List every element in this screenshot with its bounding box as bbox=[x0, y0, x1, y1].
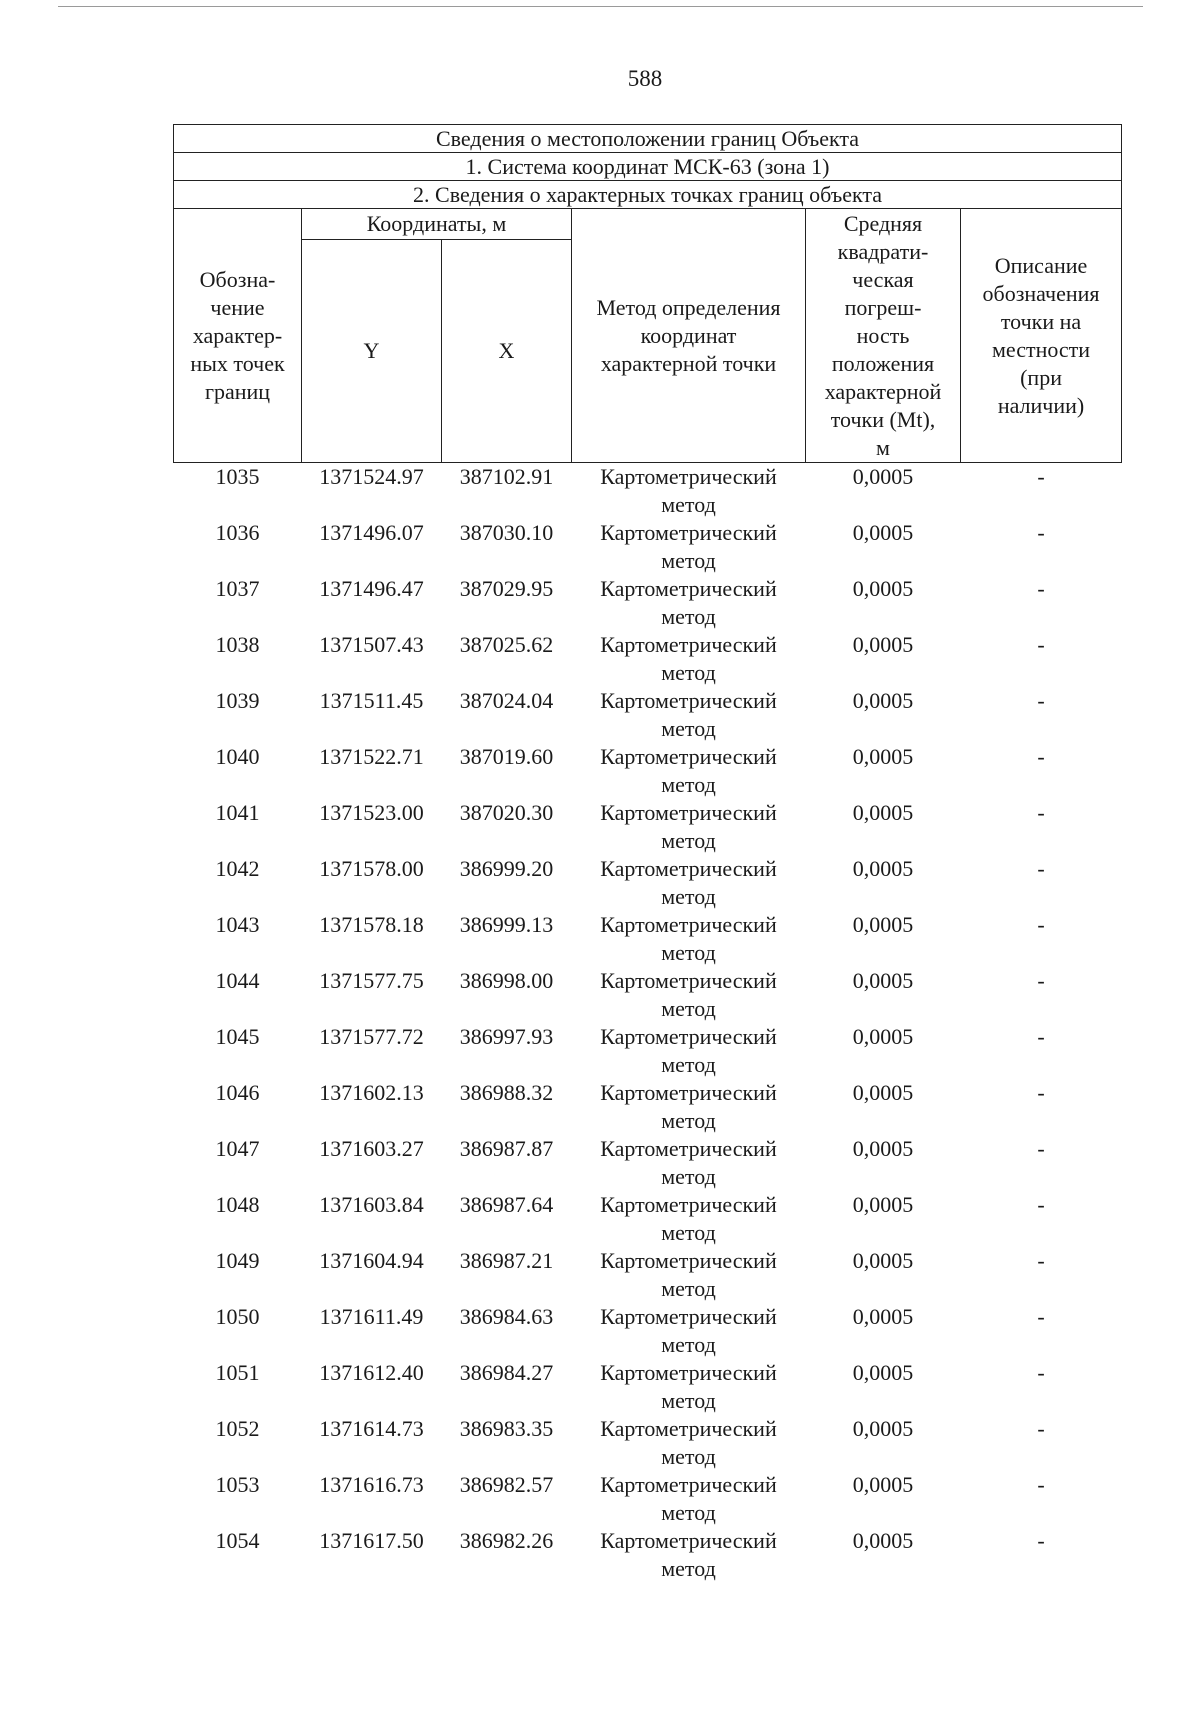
cell-description: - bbox=[1037, 464, 1045, 489]
cell-point: 1049 bbox=[215, 1248, 260, 1273]
cell-error: 0,0005 bbox=[852, 1360, 914, 1385]
table-row bbox=[174, 1079, 1122, 1135]
cell-point: 1035 bbox=[215, 464, 260, 489]
cell-method: Картометрический метод bbox=[600, 1528, 777, 1581]
cell-y: 1371511.45 bbox=[319, 688, 424, 713]
cell-method: Картометрический метод bbox=[600, 1472, 777, 1525]
cell-x: 386983.35 bbox=[459, 1416, 554, 1441]
cell-x: 387102.91 bbox=[459, 464, 554, 489]
cell-y: 1371603.27 bbox=[319, 1136, 424, 1161]
header-description: Описание обозначения точки на местности (при наличии) bbox=[961, 209, 1122, 463]
header-point-designation: Обозна- чение характер- ных точек границ bbox=[174, 209, 302, 463]
cell-y: 1371614.73 bbox=[319, 1416, 424, 1441]
cell-description: - bbox=[1037, 968, 1045, 993]
table-row bbox=[174, 463, 1122, 520]
cell-y: 1371522.71 bbox=[319, 744, 424, 769]
header-y: Y bbox=[302, 240, 442, 463]
cell-x: 386999.20 bbox=[459, 856, 554, 881]
table-row bbox=[174, 1023, 1122, 1079]
cell-x: 386987.64 bbox=[459, 1192, 554, 1217]
scan-top-edge-line bbox=[58, 6, 1143, 7]
cell-description: - bbox=[1037, 1360, 1045, 1385]
table-row bbox=[174, 911, 1122, 967]
cell-x: 386982.26 bbox=[459, 1528, 554, 1553]
table-row bbox=[174, 967, 1122, 1023]
cell-error: 0,0005 bbox=[852, 1416, 914, 1441]
cell-method: Картометрический метод bbox=[600, 632, 777, 685]
coordinate-system-heading: 1. Система координат МСК-63 (зона 1) bbox=[174, 153, 1122, 181]
cell-method: Картометрический метод bbox=[600, 800, 777, 853]
cell-error: 0,0005 bbox=[852, 520, 914, 545]
cell-x: 387019.60 bbox=[459, 744, 554, 769]
cell-y: 1371496.47 bbox=[319, 576, 424, 601]
cell-method: Картометрический метод bbox=[600, 1192, 777, 1245]
table-row bbox=[174, 743, 1122, 799]
cell-y: 1371617.50 bbox=[319, 1528, 424, 1553]
cell-error: 0,0005 bbox=[852, 744, 914, 769]
cell-y: 1371611.49 bbox=[319, 1304, 424, 1329]
cell-description: - bbox=[1037, 856, 1045, 881]
cell-y: 1371602.13 bbox=[319, 1080, 424, 1105]
cell-error: 0,0005 bbox=[852, 912, 914, 937]
cell-point: 1048 bbox=[215, 1192, 260, 1217]
cell-description: - bbox=[1037, 1416, 1045, 1441]
cell-method: Картометрический метод bbox=[600, 968, 777, 1021]
cell-method: Картометрический метод bbox=[600, 520, 777, 573]
table-header bbox=[174, 125, 1122, 463]
cell-y: 1371523.00 bbox=[319, 800, 424, 825]
table-row bbox=[174, 575, 1122, 631]
cell-y: 1371524.97 bbox=[319, 464, 424, 489]
cell-point: 1044 bbox=[215, 968, 260, 993]
page-number: 588 bbox=[627, 66, 663, 91]
cell-method: Картометрический метод bbox=[600, 1080, 777, 1133]
cell-y: 1371496.07 bbox=[319, 520, 424, 545]
cell-description: - bbox=[1037, 1248, 1045, 1273]
cell-y: 1371578.18 bbox=[319, 912, 424, 937]
cell-point: 1043 bbox=[215, 912, 260, 937]
cell-error: 0,0005 bbox=[852, 1304, 914, 1329]
cell-point: 1037 bbox=[215, 576, 260, 601]
table-body bbox=[174, 463, 1122, 1584]
cell-x: 386982.57 bbox=[459, 1472, 554, 1497]
table-row bbox=[174, 1359, 1122, 1415]
cell-x: 386999.13 bbox=[459, 912, 554, 937]
cell-description: - bbox=[1037, 1528, 1045, 1553]
table-row bbox=[174, 1471, 1122, 1527]
cell-error: 0,0005 bbox=[852, 688, 914, 713]
cell-point: 1045 bbox=[215, 1024, 260, 1049]
cell-method: Картометрический метод bbox=[600, 1248, 777, 1301]
cell-description: - bbox=[1037, 1136, 1045, 1161]
cell-point: 1041 bbox=[215, 800, 260, 825]
table-row bbox=[174, 1415, 1122, 1471]
cell-y: 1371612.40 bbox=[319, 1360, 424, 1385]
cell-error: 0,0005 bbox=[852, 464, 914, 489]
cell-x: 387024.04 bbox=[459, 688, 554, 713]
cell-error: 0,0005 bbox=[852, 800, 914, 825]
cell-x: 387030.10 bbox=[459, 520, 554, 545]
cell-y: 1371577.75 bbox=[319, 968, 424, 993]
cell-y: 1371507.43 bbox=[319, 632, 424, 657]
cell-description: - bbox=[1037, 744, 1045, 769]
cell-point: 1050 bbox=[215, 1304, 260, 1329]
table-row bbox=[174, 631, 1122, 687]
cell-method: Картометрический метод bbox=[600, 1304, 777, 1357]
cell-description: - bbox=[1037, 1080, 1045, 1105]
cell-error: 0,0005 bbox=[852, 1080, 914, 1105]
cell-error: 0,0005 bbox=[852, 856, 914, 881]
table-row bbox=[174, 519, 1122, 575]
table-row bbox=[174, 855, 1122, 911]
cell-point: 1054 bbox=[215, 1528, 260, 1553]
cell-method: Картометрический метод bbox=[600, 1416, 777, 1469]
cell-description: - bbox=[1037, 800, 1045, 825]
cell-point: 1042 bbox=[215, 856, 260, 881]
cell-error: 0,0005 bbox=[852, 632, 914, 657]
cell-point: 1052 bbox=[215, 1416, 260, 1441]
cell-y: 1371577.72 bbox=[319, 1024, 424, 1049]
cell-y: 1371604.94 bbox=[319, 1248, 424, 1273]
cell-description: - bbox=[1037, 688, 1045, 713]
cell-x: 387020.30 bbox=[459, 800, 554, 825]
table-row bbox=[174, 1527, 1122, 1583]
cell-point: 1046 bbox=[215, 1080, 260, 1105]
cell-method: Картометрический метод bbox=[600, 576, 777, 629]
cell-x: 387025.62 bbox=[459, 632, 554, 657]
cell-method: Картометрический метод bbox=[600, 912, 777, 965]
cell-error: 0,0005 bbox=[852, 1024, 914, 1049]
cell-method: Картометрический метод bbox=[600, 744, 777, 797]
table-row bbox=[174, 1303, 1122, 1359]
table-row bbox=[174, 1247, 1122, 1303]
cell-description: - bbox=[1037, 632, 1045, 657]
cell-x: 386984.63 bbox=[459, 1304, 554, 1329]
cell-y: 1371603.84 bbox=[319, 1192, 424, 1217]
cell-x: 386987.21 bbox=[459, 1248, 554, 1273]
cell-point: 1038 bbox=[215, 632, 260, 657]
cell-point: 1053 bbox=[215, 1472, 260, 1497]
cell-description: - bbox=[1037, 912, 1045, 937]
cell-x: 386987.87 bbox=[459, 1136, 554, 1161]
cell-error: 0,0005 bbox=[852, 1248, 914, 1273]
cell-method: Картометрический метод bbox=[600, 464, 777, 517]
cell-x: 386998.00 bbox=[459, 968, 554, 993]
cell-description: - bbox=[1037, 576, 1045, 601]
cell-error: 0,0005 bbox=[852, 968, 914, 993]
cell-error: 0,0005 bbox=[852, 576, 914, 601]
table-row bbox=[174, 799, 1122, 855]
table-row bbox=[174, 687, 1122, 743]
table-row bbox=[174, 1191, 1122, 1247]
cell-method: Картометрический метод bbox=[600, 1024, 777, 1077]
cell-error: 0,0005 bbox=[852, 1192, 914, 1217]
cell-x: 386988.32 bbox=[459, 1080, 554, 1105]
section-heading: 2. Сведения о характерных точках границ объекта bbox=[174, 181, 1122, 209]
cell-method: Картометрический метод bbox=[600, 688, 777, 741]
table-row bbox=[174, 1135, 1122, 1191]
header-method: Метод определения координат характерной точки bbox=[572, 209, 806, 463]
cell-x: 386984.27 bbox=[459, 1360, 554, 1385]
cell-description: - bbox=[1037, 1304, 1045, 1329]
cell-point: 1036 bbox=[215, 520, 260, 545]
cell-y: 1371616.73 bbox=[319, 1472, 424, 1497]
header-coordinates: Координаты, м bbox=[302, 209, 572, 240]
cell-method: Картометрический метод bbox=[600, 1360, 777, 1413]
cell-point: 1039 bbox=[215, 688, 260, 713]
cell-description: - bbox=[1037, 1024, 1045, 1049]
cell-method: Картометрический метод bbox=[600, 856, 777, 909]
cell-description: - bbox=[1037, 1192, 1045, 1217]
cell-point: 1047 bbox=[215, 1136, 260, 1161]
table-title: Сведения о местоположении границ Объекта bbox=[174, 125, 1122, 153]
cell-x: 386997.93 bbox=[459, 1024, 554, 1049]
boundary-points-table bbox=[173, 124, 1122, 1583]
cell-description: - bbox=[1037, 1472, 1045, 1497]
cell-error: 0,0005 bbox=[852, 1472, 914, 1497]
cell-point: 1051 bbox=[215, 1360, 260, 1385]
cell-y: 1371578.00 bbox=[319, 856, 424, 881]
cell-error: 0,0005 bbox=[852, 1528, 914, 1553]
cell-error: 0,0005 bbox=[852, 1136, 914, 1161]
cell-x: 387029.95 bbox=[459, 576, 554, 601]
header-x: X bbox=[442, 240, 572, 463]
cell-description: - bbox=[1037, 520, 1045, 545]
header-error: Средняя квадрати- ческая погреш- ность положения характерной точки (Mt), м bbox=[806, 209, 961, 463]
cell-method: Картометрический метод bbox=[600, 1136, 777, 1189]
cell-point: 1040 bbox=[215, 744, 260, 769]
